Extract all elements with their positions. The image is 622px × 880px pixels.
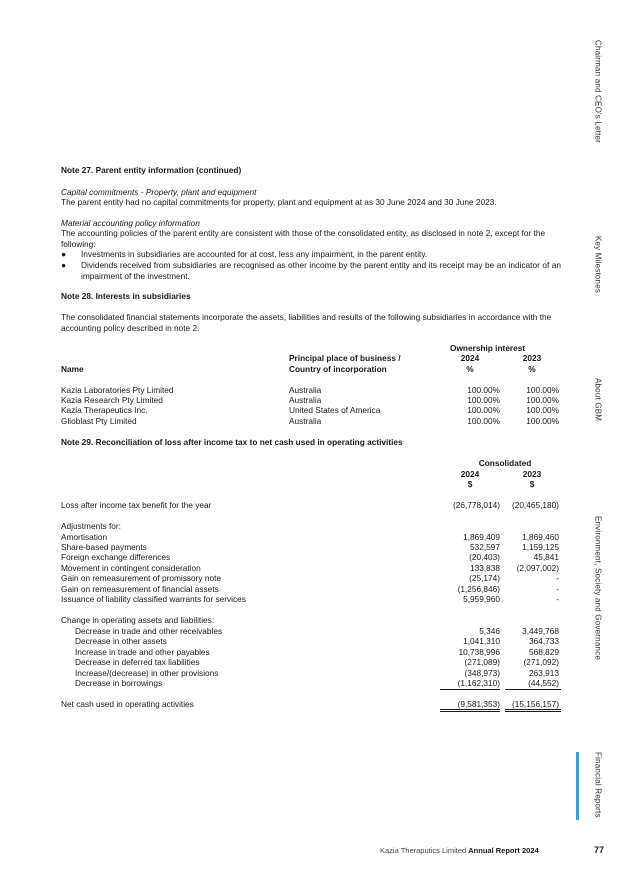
value-2024: 1,041,310	[463, 636, 500, 646]
col-place-header-1: Principal place of business /	[289, 353, 401, 363]
cash-year-2024-header: 2024	[460, 469, 480, 479]
row-label: Gain on remeasurement of promissory note	[61, 573, 222, 583]
note27-cap-text: The parent entity had no capital commitments for property, plant and equipment at as 30 June 2024 and 30 June 2023.	[61, 197, 497, 207]
row-label: Decrease in trade and other receivables	[75, 626, 223, 636]
value-2024: 10,738,996	[458, 647, 500, 657]
subtotal-rule-2023	[505, 689, 561, 690]
cash-unit-2023-header: $	[529, 479, 535, 489]
value-2024: (26,778,014)	[452, 500, 500, 510]
ownership-2024: 100.00%	[467, 416, 500, 426]
value-2024: (348,973)	[464, 668, 500, 678]
table-row	[61, 552, 561, 563]
subsidiary-name: Kazia Therapeutics Inc.	[61, 405, 148, 415]
sidebar-tab-financial-reports[interactable]: Financial Reports	[593, 752, 603, 818]
subtotal-rule-2024	[440, 689, 500, 690]
subsidiary-country: Australia	[289, 395, 322, 405]
value-2023: (271,092)	[523, 657, 559, 667]
value-2023: (20,465,180)	[511, 500, 559, 510]
table-row	[61, 636, 561, 647]
total-rule-2024	[440, 709, 500, 712]
cash-year-2023-header: 2023	[522, 469, 542, 479]
unit-2024-header: %	[466, 364, 474, 374]
note28-intro: The consolidated financial statements incorporate the assets, liabilities and results of the following subsidiaries in accordance with the accounting policy described in note 2:	[61, 312, 552, 333]
total-rule-2023	[505, 709, 561, 712]
note29-title: Note 29. Reconciliation of loss after income tax to net cash used in operating activities	[61, 437, 403, 447]
table-row	[61, 405, 561, 416]
value-2023: (2,097,002)	[516, 563, 559, 573]
value-2024: 1,869,409	[463, 532, 500, 542]
year-2023-header: 2023	[522, 353, 542, 363]
unit-2023-header: %	[528, 364, 536, 374]
consolidated-header: Consolidated	[478, 458, 532, 468]
value-2024: (9,581,353)	[457, 699, 500, 709]
table-row-loss	[61, 500, 561, 511]
ownership-2024: 100.00%	[467, 395, 500, 405]
col-place-header-2: Country of incorporation	[289, 364, 387, 374]
value-2023: 263,913	[529, 668, 559, 678]
row-label: Share-based payments	[61, 542, 147, 552]
ownership-2023: 100.00%	[526, 385, 559, 395]
value-2023: 45,841	[533, 552, 559, 562]
table-row	[61, 678, 561, 689]
note27-bullet-1: Investments in subsidiaries are accounted for at cost, less any impairment, in the parent entity.	[81, 249, 428, 259]
value-2024: 5,346	[479, 626, 500, 636]
row-label: Decrease in other assets	[75, 636, 167, 646]
footer-company: Kazia Theraputics Limited	[380, 846, 467, 855]
sidebar-tab-about-gbm[interactable]: About GBM	[593, 378, 603, 422]
note27-policy-text: The accounting policies of the parent entity are consistent with those of the consolidated entity, as disclosed in note 2, except for the following:	[61, 228, 546, 249]
footer	[380, 846, 580, 857]
ownership-2024: 100.00%	[467, 405, 500, 415]
table-row	[61, 594, 561, 605]
subsidiary-name: Glioblast Pty Limited	[61, 416, 137, 426]
value-2023: 568,829	[529, 647, 559, 657]
sidebar-active-indicator	[576, 752, 579, 820]
note28-title: Note 28. Interests in subsidiaries	[61, 291, 191, 301]
row-label: Loss after income tax benefit for the year	[61, 500, 212, 510]
value-2024: 5,959,960	[463, 594, 500, 604]
row-label: Foreign exchange differences	[61, 552, 171, 562]
value-2023: -	[556, 584, 559, 594]
value-2023: 1,159,125	[522, 542, 559, 552]
value-2024: (25,174)	[469, 573, 500, 583]
value-2024: (1,162,310)	[457, 678, 500, 688]
value-2024: (271,089)	[464, 657, 500, 667]
row-label: Decrease in deferred tax liabilities	[75, 657, 200, 667]
subsidiary-country: United States of America	[289, 405, 381, 415]
value-2024: (1,256,846)	[457, 584, 500, 594]
value-2023: 3,449,768	[522, 626, 559, 636]
value-2023: -	[556, 594, 559, 604]
value-2024: (20,403)	[469, 552, 500, 562]
note27-bullet-2: Dividends received from subsidiaries are recognised as other income by the parent entity and its receipt may be an indicator of an impairment of the investment.	[81, 260, 561, 281]
row-label: Issuance of liability classified warrants for services	[61, 594, 246, 604]
row-label: Movement in contingent consideration	[61, 563, 201, 573]
value-2023: (15,156,157)	[511, 699, 559, 709]
cash-unit-2024-header: $	[467, 479, 473, 489]
table-row	[61, 573, 561, 584]
row-label: Decrease in borrowings	[75, 678, 163, 688]
ownership-2024: 100.00%	[467, 385, 500, 395]
note27-title: Note 27. Parent entity information (continued)	[61, 165, 242, 175]
subsidiary-country: Australia	[289, 416, 322, 426]
note27-policy-heading: Material accounting policy information	[61, 218, 200, 228]
value-2024: 532,597	[470, 542, 500, 552]
table-row	[61, 416, 561, 427]
value-2023: 364,733	[529, 636, 559, 646]
sidebar-tab-key-milestones[interactable]: Key Milestones	[593, 236, 603, 294]
value-2023: (44,552)	[528, 678, 559, 688]
value-2024: 133,838	[470, 563, 500, 573]
row-label: Increase in trade and other payables	[75, 647, 210, 657]
ownership-header: Ownership interest	[450, 343, 526, 353]
ownership-2023: 100.00%	[526, 405, 559, 415]
page-number: 77	[594, 845, 605, 855]
subsidiary-country: Australia	[289, 385, 322, 395]
table-row	[61, 657, 561, 668]
row-label: Increase/(decrease) in other provisions	[75, 668, 219, 678]
ownership-2023: 100.00%	[526, 395, 559, 405]
adjustments-heading: Adjustments for:	[61, 521, 121, 531]
value-2023: -	[556, 573, 559, 583]
col-name-header: Name	[61, 364, 84, 374]
footer-report: Annual Report 2024	[468, 846, 539, 855]
sidebar-tab-esg[interactable]: Environment, Society and Governance	[593, 516, 603, 660]
changes-heading: Change in operating assets and liabilities:	[61, 615, 215, 625]
year-2024-header: 2024	[460, 353, 480, 363]
note27-cap-heading: Capital commitments - Property, plant and equipment	[61, 187, 257, 197]
bullet-icon: ●	[61, 260, 67, 270]
row-label: Net cash used in operating activities	[61, 699, 194, 709]
subsidiary-name: Kazia Research Pty Limited	[61, 395, 163, 405]
bullet-icon: ●	[61, 249, 67, 259]
ownership-2023: 100.00%	[526, 416, 559, 426]
sidebar-tab-chairman-letter[interactable]: Chairman and CEO's Letter	[593, 40, 603, 144]
value-2023: 1,869,460	[522, 532, 559, 542]
subsidiary-name: Kazia Laboratories Pty Limited	[61, 385, 174, 395]
row-label: Gain on remeasurement of financial assets	[61, 584, 219, 594]
row-label: Amortisation	[61, 532, 108, 542]
